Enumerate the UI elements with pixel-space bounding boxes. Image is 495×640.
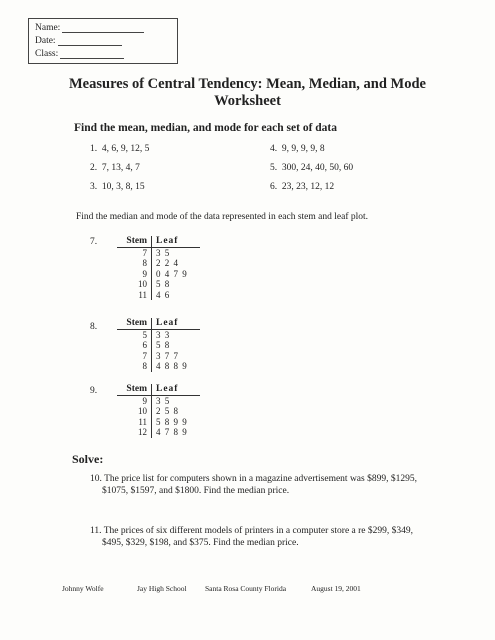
plot-row	[117, 247, 200, 258]
problem-data: 300, 24, 40, 50, 60	[281, 163, 354, 173]
stem-leaf-plot-8	[117, 318, 200, 372]
plot-row	[117, 258, 200, 269]
problem-data: 10, 3, 8, 15	[101, 182, 145, 192]
leaf-values: 3 7 7	[156, 350, 179, 361]
leaf-values: 5 8	[156, 340, 171, 350]
stem-leaf-plot-7	[117, 236, 200, 300]
leaf-values: 5 8 9 9	[156, 416, 188, 427]
leaf-values: 2 5 8	[156, 406, 179, 416]
problem-number: 1.	[90, 144, 98, 154]
stem-value: 10	[117, 279, 152, 290]
leaf-values: 2 2 4	[156, 258, 179, 268]
leaf-values: 3 3	[156, 329, 171, 340]
problem-data: 4, 6, 9, 12, 5	[101, 144, 150, 154]
leaf-values: 3 5	[156, 395, 171, 406]
plot-row	[117, 329, 200, 340]
plot-row	[117, 427, 200, 438]
footer-author: Johnny Wolfe	[62, 584, 104, 593]
footer-county: Santa Rosa County Florida	[205, 584, 287, 593]
problem-1	[90, 144, 149, 154]
question-10-line-1: 10. The price list for computers shown in a magazine advertisement was $899, $1295,	[90, 474, 417, 484]
student-info-box	[28, 18, 178, 64]
plot-row	[117, 269, 200, 280]
problem-number: 4.	[270, 144, 278, 154]
leaf-header: Leaf	[152, 318, 201, 329]
plot-row	[117, 395, 200, 406]
plot-9-number: 9.	[90, 386, 98, 396]
stem-value: 9	[117, 269, 152, 280]
problem-number: 2.	[90, 163, 98, 173]
class-label: Class:	[35, 49, 59, 59]
problem-number: 5.	[270, 163, 278, 173]
plot-row	[117, 406, 200, 417]
section2-instruction: Find the median and mode of the data represented in each stem and leaf plot.	[76, 212, 369, 222]
plot-row	[117, 351, 200, 362]
section1-heading: Find the mean, median, and mode for each set of data	[74, 122, 338, 134]
question-11-line-1: 11. The prices of six different models of printers in a computer store a re $299, $349,	[90, 526, 414, 536]
stem-value: 10	[117, 406, 152, 417]
name-field[interactable]	[62, 22, 144, 33]
problem-3	[90, 182, 145, 192]
problem-data: 23, 23, 12, 12	[281, 182, 335, 192]
stem-header: Stem	[117, 318, 152, 329]
title-line-1: Measures of Central Tendency: Mean, Median, and Mode	[69, 76, 426, 92]
plot-7-number: 7.	[90, 237, 98, 247]
stem-value: 11	[117, 417, 152, 428]
stem-value: 8	[117, 361, 152, 372]
date-label: Date:	[35, 36, 56, 46]
plot-row	[117, 361, 200, 372]
name-label: Name:	[35, 23, 61, 33]
question-10-line-2: $1075, $1597, and $1800. Find the median price.	[102, 485, 290, 496]
plot-row	[117, 290, 200, 301]
leaf-values: 4 7 8 9	[156, 427, 188, 437]
leaf-header: Leaf	[152, 236, 201, 247]
question-10	[90, 474, 430, 497]
leaf-header: Leaf	[152, 384, 201, 395]
plot-row	[117, 279, 200, 290]
leaf-values: 3 5	[156, 247, 171, 258]
stem-header: Stem	[117, 236, 152, 247]
leaf-values: 5 8	[156, 279, 171, 289]
stem-value: 7	[117, 247, 152, 258]
leaf-values: 0 4 7 9	[156, 268, 188, 279]
title-line-2: Worksheet	[214, 93, 281, 109]
stem-value: 12	[117, 427, 152, 438]
question-11-line-2: $495, $329, $198, and $375. Find the median price.	[102, 537, 299, 548]
problem-4	[270, 144, 325, 154]
leaf-values: 4 6	[156, 289, 171, 300]
plot-8-number: 8.	[90, 322, 98, 332]
problem-number: 3.	[90, 182, 98, 192]
question-11	[90, 526, 430, 549]
class-field[interactable]	[60, 48, 124, 59]
stem-leaf-plot-9	[117, 384, 200, 438]
problem-data: 9, 9, 9, 9, 8	[281, 144, 325, 154]
solve-heading: Solve:	[72, 452, 104, 466]
footer-school: Jay High School	[137, 584, 187, 593]
stem-header: Stem	[117, 384, 152, 395]
plot-row	[117, 417, 200, 428]
stem-value: 5	[117, 329, 152, 340]
problem-6	[270, 182, 334, 192]
stem-value: 6	[117, 340, 152, 351]
leaf-values: 4 8 8 9	[156, 361, 188, 371]
plot-row	[117, 340, 200, 351]
date-field[interactable]	[58, 35, 122, 46]
stem-value: 8	[117, 258, 152, 269]
footer-date: August 19, 2001	[311, 584, 361, 593]
stem-value: 11	[117, 290, 152, 301]
problem-2	[90, 163, 140, 173]
problem-number: 6.	[270, 182, 278, 192]
stem-value: 7	[117, 351, 152, 362]
problem-5	[270, 163, 353, 173]
stem-value: 9	[117, 395, 152, 406]
page-title	[60, 76, 435, 110]
problem-data: 7, 13, 4, 7	[101, 163, 140, 173]
